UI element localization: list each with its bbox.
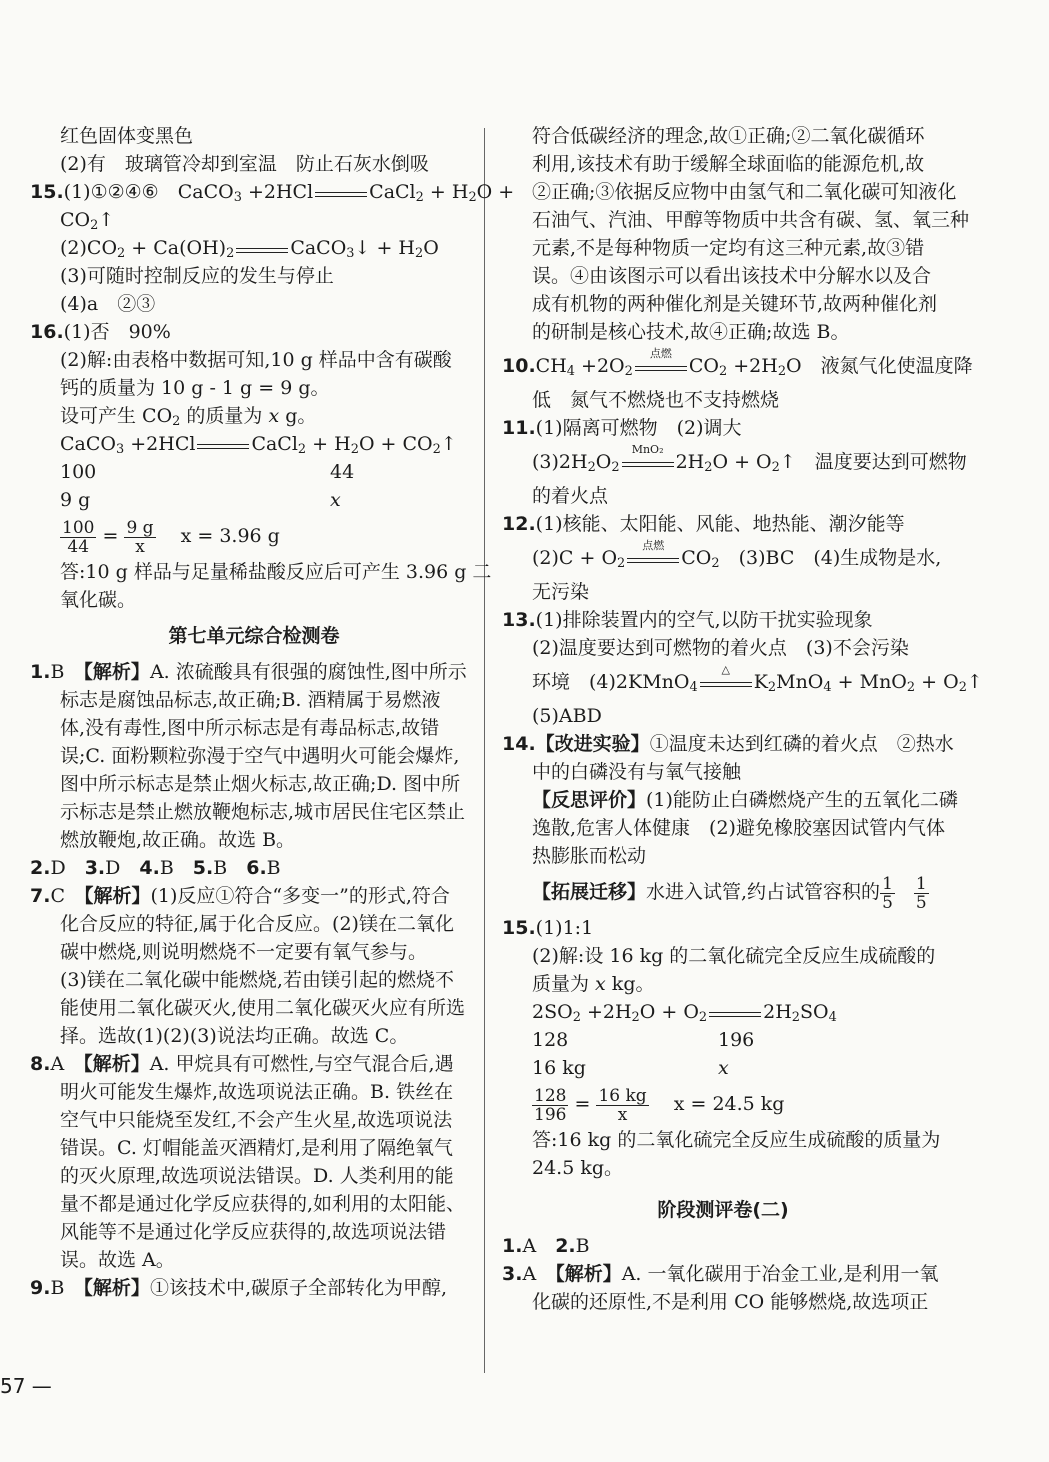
s7-line: 能使用二氧化碳灭火,使用二氧化碳灭火应有所选 bbox=[60, 997, 466, 1019]
s11-line-3: 的着火点 bbox=[532, 485, 609, 507]
s9-cont: ②正确;③依据反应物中由氢气和二氧化碳可知液化 bbox=[532, 181, 957, 203]
s15-answer: 24.5 kg。 bbox=[532, 1157, 624, 1179]
q15-line-5: (4)a ②③ bbox=[60, 293, 156, 315]
s8-line: 空气中只能烧至发红,不会产生火星,故选项说法 bbox=[60, 1109, 453, 1131]
s15-line: 质量为 x kg。 bbox=[532, 973, 655, 995]
q16-line-2: (2)解:由表格中数据可知,10 g 样品中含有碳酸 bbox=[60, 349, 452, 371]
s13-line-3: 环境 (4)2KMnO$_4$ △ $K_2MnO_4 + MnO_2$ + $O_2↑$ bbox=[532, 663, 983, 696]
s14-line: 逸散,危害人体健康 (2)避免橡胶塞因试管内气体 bbox=[532, 817, 945, 839]
s1-line: 标志是腐蚀品标志,故正确;B. 酒精属于易燃液 bbox=[60, 689, 441, 711]
s10-line-2: 低 氮气不燃烧也不支持燃烧 bbox=[532, 389, 780, 411]
s8-line: 风能等不是通过化学反应获得的,故选项说法错 bbox=[60, 1221, 447, 1243]
s11-line-2: $(3)2H_2O_2$ MnO₂ $2H_2O$ + $O_2↑$ 温度要达到可燃物 bbox=[532, 443, 967, 476]
s9-cont: 成有机物的两种催化剂是关键环节,故两种催化剂 bbox=[532, 293, 938, 315]
s15-mass-row: 128 196 bbox=[532, 1029, 755, 1051]
s1-line: 示标志是禁止燃放鞭炮标志,城市居民住宅区禁止 bbox=[60, 801, 466, 823]
s1-line: 燃放鞭炮,故正确。故选 B。 bbox=[60, 829, 296, 851]
s7-line: 择。选故(1)(2)(3)说法均正确。故选 C。 bbox=[60, 1025, 409, 1047]
s1-line-1: 1.B 【解析】A. 浓硫酸具有很强的腐蚀性,图中所示 bbox=[30, 661, 467, 683]
s8-line: 明火可能发生爆炸,故选项说法正确。B. 铁丝在 bbox=[60, 1081, 454, 1103]
equals-sign bbox=[234, 239, 290, 259]
s7-line-1: 7.C 【解析】(1)反应①符合“多变一”的形式,符合 bbox=[30, 885, 450, 907]
section-heading-unit7: 第七单元综合检测卷 bbox=[168, 625, 340, 647]
s13-line-1: 13.(1)排除装置内的空气,以防干扰实验现象 bbox=[502, 609, 873, 631]
column-divider bbox=[484, 128, 485, 1373]
s9-cont: 利用,该技术有助于缓解全球面临的能源危机,故 bbox=[532, 153, 925, 175]
q15-number: 15. bbox=[30, 181, 64, 203]
q14-line: 红色固体变黑色 bbox=[60, 125, 194, 147]
right-column bbox=[502, 122, 983, 1316]
s8-line-1: 8.A 【解析】A. 甲烷具有可燃性,与空气混合后,遇 bbox=[30, 1053, 454, 1075]
s14-line-1: 14.【改进实验】①温度未达到红磷的着火点 ②热水 bbox=[502, 733, 954, 755]
q15-line-1: 15.(1)①②④⑥ CaCO$_3$ +2HCl CaCl$_2$ + $H_2O$ + bbox=[30, 181, 515, 206]
q16-answer: 氧化碳。 bbox=[60, 589, 137, 611]
q16-equation: CaCO$_3$ +2HCl CaCl$_2$ + $H_2O$ + $CO_2↑$ bbox=[60, 433, 457, 458]
s12-line-3: 无污染 bbox=[532, 581, 590, 603]
s9-cont: 误。④由该图示可以看出该技术中分解水以及合 bbox=[532, 265, 932, 287]
page-number: 57 — bbox=[0, 1374, 52, 1398]
s14-line: 热膨胀而松动 bbox=[532, 845, 647, 867]
q16-answer: 答:10 g 样品与足量稀盐酸反应后可产生 3.96 g 二 bbox=[60, 561, 492, 583]
s7-line: 化合反应的特征,属于化合反应。(2)镁在二氧化 bbox=[60, 913, 454, 935]
s9-cont: 元素,不是每种物质一定均有这三种元素,故③错 bbox=[532, 237, 925, 259]
left-column bbox=[30, 122, 515, 1302]
s15-line: (2)解:设 16 kg 的二氧化硫完全反应生成硫酸的 bbox=[532, 945, 936, 967]
q16-number: 16. bbox=[30, 321, 64, 343]
q16-line-4: 设可产生 $CO_2$ 的质量为 x g。 bbox=[60, 405, 317, 430]
s7-line: 碳中燃烧,则说明燃烧不一定要有氧气参与。 bbox=[60, 941, 428, 963]
s9-cont: 石油气、汽油、甲醇等物质中共含有碳、氢、氧三种 bbox=[532, 209, 970, 231]
s8-line: 的灭火原理,故选项说法错误。D. 人类利用的能 bbox=[60, 1165, 454, 1187]
s1-line: 误;C. 面粉颗粒弥漫于空气中遇明火可能会爆炸, bbox=[60, 745, 460, 767]
s8-line: 量不都是通过化学反应获得的,如利用的太阳能、 bbox=[60, 1193, 466, 1215]
s8-line: 错误。C. 灯帽能盖灭酒精灯,是利用了隔绝氧气 bbox=[60, 1137, 453, 1159]
s15-equation: $2SO_2 +2H_2O + O_2$ $2H_2SO_4$ bbox=[532, 1001, 837, 1026]
s13-line-2: (2)温度要达到可燃物的着火点 (3)不会污染 bbox=[532, 637, 909, 659]
reaction-condition: △ bbox=[698, 673, 754, 693]
q16-proportion: $\frac{100}{44}$ = $\frac{9 g}{x}$ x = 3.96 g bbox=[62, 517, 280, 557]
s15-answer: 答:16 kg 的二氧化硫完全反应生成硫酸的质量为 bbox=[532, 1129, 941, 1151]
s9-cont: 符合低碳经济的理念,故①正确;②二氧化碳循环 bbox=[532, 125, 925, 147]
s14-line-expand: 【拓展迁移】水进入试管,约占试管容积的 $\frac{1}{5}$ $\frac{1}{5}$ bbox=[532, 873, 927, 913]
reaction-condition: 点燃 bbox=[625, 549, 681, 569]
q14-line: (2)有 玻璃管冷却到室温 防止石灰水倒吸 bbox=[60, 153, 429, 175]
section-heading-stage2: 阶段测评卷(二) bbox=[657, 1199, 789, 1221]
q16-line-3: 钙的质量为 10 g - 1 g = 9 g。 bbox=[60, 377, 330, 399]
s12-line-1: 12.(1)核能、太阳能、风能、地热能、潮汐能等 bbox=[502, 513, 905, 535]
equals-sign bbox=[707, 1003, 763, 1023]
t3-line-2: 化碳的还原性,不是利用 CO 能够燃烧,故选项正 bbox=[532, 1291, 929, 1313]
s14-line: 【反思评价】(1)能防止白磷燃烧产生的五氧化二磷 bbox=[532, 789, 958, 811]
q15-line-2: $CO_2↑$ bbox=[60, 209, 115, 234]
equals-sign bbox=[313, 183, 369, 203]
equals-sign bbox=[195, 435, 251, 455]
q15-line-3: $(2)CO_2 + Ca(OH)_2$ CaCO$_3$↓ + $H_2O$ bbox=[60, 237, 439, 262]
s1-line: 体,没有毒性,图中所示标志是有毒品标志,故错 bbox=[60, 717, 440, 739]
s9-cont: 的研制是核心技术,故④正确;故选 B。 bbox=[532, 321, 850, 343]
s2-6-answers: 2.D 3.D 4.B 5.B 6.B bbox=[30, 857, 281, 879]
reaction-condition: MnO₂ bbox=[620, 453, 676, 473]
s15-line-1: 15.(1)1:1 bbox=[502, 917, 594, 939]
q16-value-row: 9 g x bbox=[60, 489, 341, 511]
t1-2-answers: 1.A 2.B bbox=[502, 1235, 590, 1257]
s1-line: 图中所示标志是禁止烟火标志,故正确;D. 图中所 bbox=[60, 773, 461, 795]
reaction-condition: 点燃 bbox=[633, 357, 689, 377]
s14-line: 中的白磷没有与氧气接触 bbox=[532, 761, 742, 783]
s15-proportion: $\frac{128}{196}$ = $\frac{16 kg}{x}$ x = 24.5 kg bbox=[534, 1085, 785, 1125]
s9-line-1: 9.B 【解析】①该技术中,碳原子全部转化为甲醇, bbox=[30, 1277, 448, 1299]
t3-line-1: 3.A 【解析】A. 一氧化碳用于冶金工业,是利用一氧 bbox=[502, 1263, 939, 1285]
s12-line-2: $(2)C + O_2$ 点燃 $CO_2$ (3)BC (4)生成物是水, bbox=[532, 539, 942, 572]
q16-mass-row: 100 44 bbox=[60, 461, 355, 483]
s13-line-4: (5)ABD bbox=[532, 705, 602, 727]
s11-line-1: 11.(1)隔离可燃物 (2)调大 bbox=[502, 417, 742, 439]
s15-value-row: 16 kg x bbox=[532, 1057, 729, 1079]
q15-line-4: (3)可随时控制反应的发生与停止 bbox=[60, 265, 334, 287]
q16-line-1: 16.(1)否 90% bbox=[30, 321, 171, 343]
s8-line: 误。故选 A。 bbox=[60, 1249, 175, 1271]
s10-line-1: $10.CH_4 +2O_2$ 点燃 $CO_2 +2H_2O$ 液氮气化使温度降 bbox=[502, 347, 973, 380]
s7-line: (3)镁在二氧化碳中能燃烧,若由镁引起的燃烧不 bbox=[60, 969, 454, 991]
